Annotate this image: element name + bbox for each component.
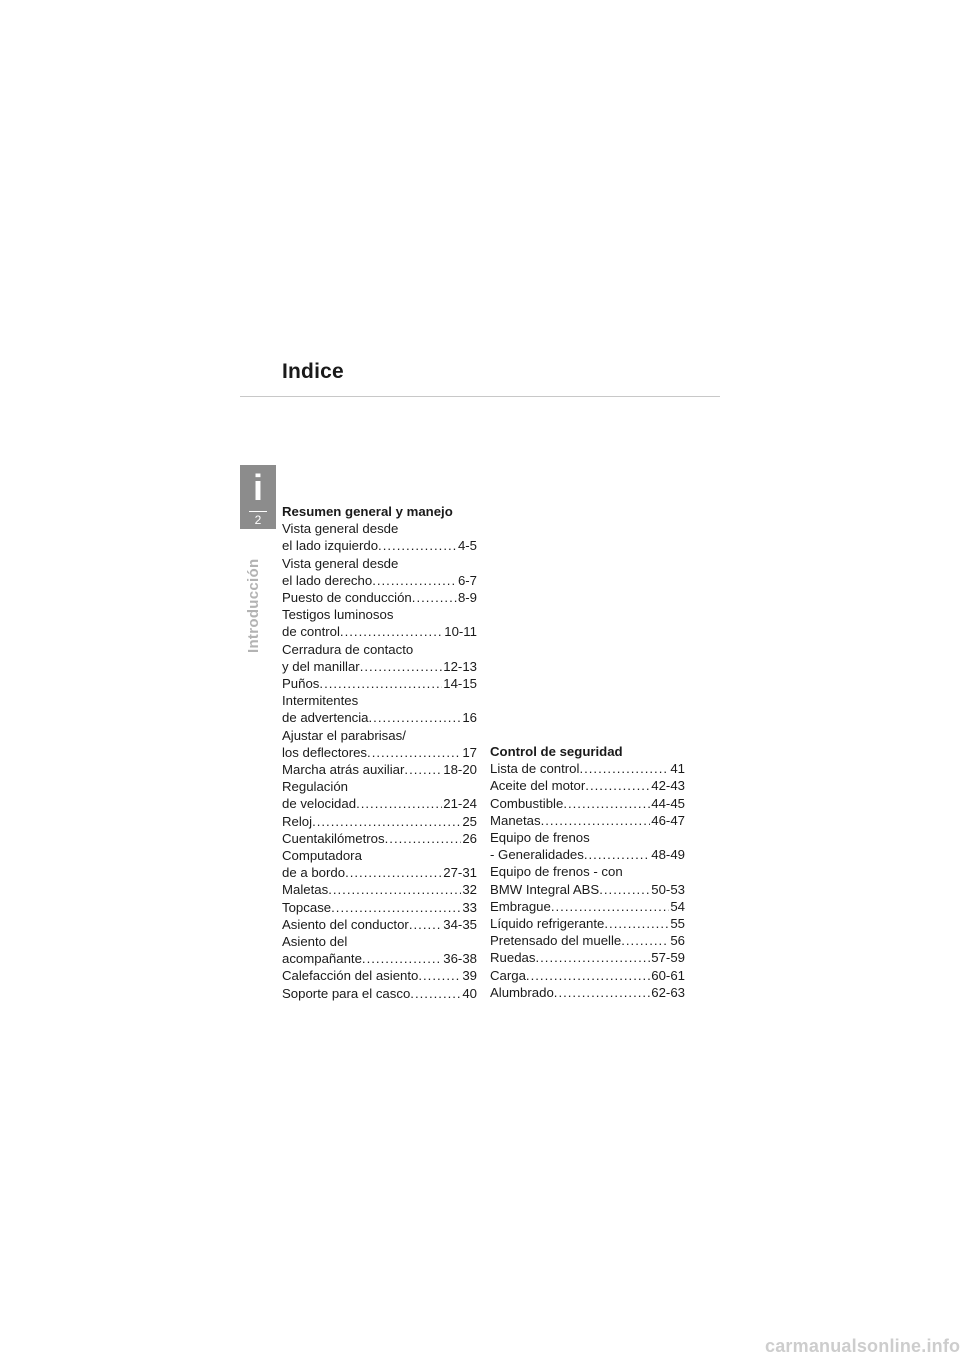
dot-leader <box>372 572 457 589</box>
toc-entry-label: Aceite del motor <box>490 778 586 794</box>
toc-entry[interactable] <box>490 915 685 932</box>
toc-entry-label: Embrague <box>490 898 551 914</box>
toc-entry-text: Cerradura de contacto <box>282 641 414 657</box>
toc-page-number: 46-47 <box>651 812 685 828</box>
dot-leader <box>526 967 650 984</box>
dot-leader <box>367 744 461 761</box>
toc-page-number: 34-35 <box>443 916 477 932</box>
toc-entry-label: Ruedas <box>490 950 536 966</box>
dot-leader <box>579 760 669 777</box>
toc-entry-label: Puños <box>282 676 320 692</box>
toc-entry-text: Computadora <box>282 848 362 864</box>
dot-leader <box>410 985 461 1002</box>
toc-page-number: 16 <box>462 710 477 726</box>
toc-entry-text: Ajustar el parabrisas/ <box>282 727 406 743</box>
toc-page-number: 55 <box>670 916 685 932</box>
toc-entry[interactable] <box>282 555 477 589</box>
side-label: Introducción <box>245 558 262 653</box>
dot-leader <box>554 984 650 1001</box>
toc-page-number: 12-13 <box>443 658 477 674</box>
toc-entry[interactable] <box>282 881 477 898</box>
toc-entry-label: de advertencia <box>282 710 369 726</box>
toc-entry[interactable] <box>490 984 685 1001</box>
dot-leader <box>418 967 461 984</box>
section-tab <box>240 465 276 529</box>
toc-entry[interactable] <box>282 967 477 984</box>
toc-page-number: 44-45 <box>651 795 685 811</box>
toc-entry-text: Testigos luminosos <box>282 607 394 623</box>
toc-page-number: 10-11 <box>444 624 477 640</box>
dot-leader <box>345 864 442 881</box>
dot-leader <box>563 795 650 812</box>
toc-entry[interactable] <box>490 760 685 777</box>
toc-entry[interactable] <box>490 863 685 897</box>
toc-page-number: 14-15 <box>443 676 477 692</box>
dot-leader <box>340 623 443 640</box>
toc-page-number: 62-63 <box>651 984 685 1000</box>
toc-entry-label: Carga <box>490 967 526 983</box>
dot-leader <box>621 932 669 949</box>
dot-leader <box>369 709 462 726</box>
toc-entry-text: Equipo de frenos - con <box>490 864 623 880</box>
toc-entry-label: Maletas <box>282 882 329 898</box>
toc-entry-text: Vista general desde <box>282 521 399 537</box>
toc-entry[interactable] <box>490 949 685 966</box>
dot-leader <box>409 916 442 933</box>
toc-entry[interactable] <box>282 520 477 554</box>
toc-entry-label: Marcha atrás auxiliar <box>282 762 405 778</box>
toc-entry-text: Regulación <box>282 779 348 795</box>
toc-entry[interactable] <box>282 692 477 726</box>
toc-page-number: 39 <box>462 968 477 984</box>
toc-page-number: 48-49 <box>651 847 685 863</box>
toc-entry-label: Cuentakilómetros <box>282 830 385 846</box>
dot-leader <box>584 846 650 863</box>
toc-entry[interactable] <box>282 847 477 881</box>
toc-entry-label: el lado derecho <box>282 572 373 588</box>
toc-entry-label: Reloj <box>282 813 313 829</box>
toc-page-number: 33 <box>462 899 477 915</box>
dot-leader <box>378 537 457 554</box>
toc-entry-label: Alumbrado <box>490 984 554 1000</box>
page-number: 2 <box>254 513 262 527</box>
side-label-wrap <box>245 558 271 679</box>
toc-entry-text: Asiento del <box>282 934 348 950</box>
toc-entry-text: Vista general desde <box>282 555 399 571</box>
toc-entry-label: de velocidad <box>282 796 357 812</box>
toc-entry-label: Asiento del conductor <box>282 916 409 932</box>
toc-page-number: 42-43 <box>651 778 685 794</box>
toc-entry[interactable] <box>490 932 685 949</box>
toc-entry-label: Soporte para el casco <box>282 985 411 1001</box>
toc-entry[interactable] <box>282 916 477 933</box>
toc-entry[interactable] <box>490 967 685 984</box>
toc-page-number: 4-5 <box>457 538 477 554</box>
toc-entry[interactable] <box>490 812 685 829</box>
dot-leader <box>541 812 651 829</box>
toc-entry-label: y del manillar <box>282 658 360 674</box>
toc-entry[interactable] <box>490 829 685 863</box>
toc-page-number: 60-61 <box>651 967 685 983</box>
dot-leader <box>604 915 669 932</box>
toc-page-number: 50-53 <box>651 881 685 897</box>
toc-page-number: 32 <box>462 882 477 898</box>
dot-leader <box>412 589 457 606</box>
toc-page-number: 54 <box>670 898 685 914</box>
dot-leader <box>585 777 650 794</box>
toc-entry-text: Equipo de frenos <box>490 830 590 846</box>
tab-divider <box>249 511 267 512</box>
toc-entry[interactable] <box>282 933 477 967</box>
toc-column-1 <box>282 503 477 1002</box>
dot-leader <box>404 761 442 778</box>
toc-page-number: 27-31 <box>443 865 477 881</box>
toc-entry-label: acompañante <box>282 951 362 967</box>
watermark: carmanualsonline.info <box>765 1336 960 1356</box>
toc-page-number: 6-7 <box>457 572 477 588</box>
toc-entry-label: Puesto de conducción <box>282 590 412 606</box>
toc-entry-label: - Generalidades <box>490 847 584 863</box>
dot-leader <box>535 949 650 966</box>
dot-leader <box>312 813 461 830</box>
toc-entry[interactable] <box>282 899 477 916</box>
toc-page-number: 8-9 <box>457 590 477 606</box>
toc-entry[interactable] <box>282 606 477 640</box>
section-heading: Control de seguridad <box>490 744 623 759</box>
toc-entry-label: Líquido refrigerante <box>490 916 605 932</box>
toc-entry[interactable] <box>490 898 685 915</box>
toc-entry-label: el lado izquierdo <box>282 538 379 554</box>
toc-entry[interactable] <box>282 761 477 778</box>
toc-entry[interactable] <box>490 795 685 812</box>
toc-page-number: 40 <box>462 985 477 1001</box>
toc-entry-label: de control <box>282 624 340 640</box>
toc-entry-label: los deflectores <box>282 744 368 760</box>
dot-leader <box>362 950 442 967</box>
toc-page-number: 18-20 <box>443 762 477 778</box>
toc-entry-label: Manetas <box>490 812 541 828</box>
toc-entry[interactable] <box>282 778 477 812</box>
toc-entry[interactable] <box>282 589 477 606</box>
toc-page-number: 17 <box>462 744 477 760</box>
toc-entry-label: Combustible <box>490 795 564 811</box>
toc-page-number: 26 <box>462 830 477 846</box>
toc-entry-label: Topcase <box>282 899 332 915</box>
toc-page-number: 41 <box>670 761 685 777</box>
toc-entry[interactable] <box>282 985 477 1002</box>
dot-leader <box>331 899 461 916</box>
dot-leader <box>328 881 461 898</box>
toc-page-number: 57-59 <box>651 950 685 966</box>
title-divider <box>240 396 720 397</box>
toc-page-number: 25 <box>462 813 477 829</box>
toc-entry[interactable] <box>490 777 685 794</box>
toc-entry[interactable] <box>282 641 477 675</box>
toc-entry-label: BMW Integral ABS <box>490 881 600 897</box>
toc-page-number: 36-38 <box>443 951 477 967</box>
toc-entry[interactable] <box>282 727 477 761</box>
toc-entry-label: Calefacción del asiento <box>282 968 419 984</box>
page-title: Indice <box>282 360 344 383</box>
toc-page-number: 56 <box>670 933 685 949</box>
toc-page-number: 21-24 <box>443 796 477 812</box>
toc-column-2 <box>490 743 685 1001</box>
section-heading: Resumen general y manejo <box>282 504 453 519</box>
toc-entry-label: Lista de control <box>490 761 580 777</box>
dot-leader <box>360 658 443 675</box>
dot-leader <box>385 830 462 847</box>
toc-entry[interactable] <box>282 830 477 847</box>
toc-entry-text: Intermitentes <box>282 693 359 709</box>
toc-entry[interactable] <box>282 813 477 830</box>
toc-entry[interactable] <box>282 675 477 692</box>
info-icon: i <box>252 467 263 508</box>
dot-leader <box>356 795 442 812</box>
dot-leader <box>319 675 442 692</box>
toc-entry-label: de a bordo <box>282 865 346 881</box>
toc-entry-label: Pretensado del muelle <box>490 933 622 949</box>
dot-leader <box>551 898 669 915</box>
dot-leader <box>599 881 650 898</box>
